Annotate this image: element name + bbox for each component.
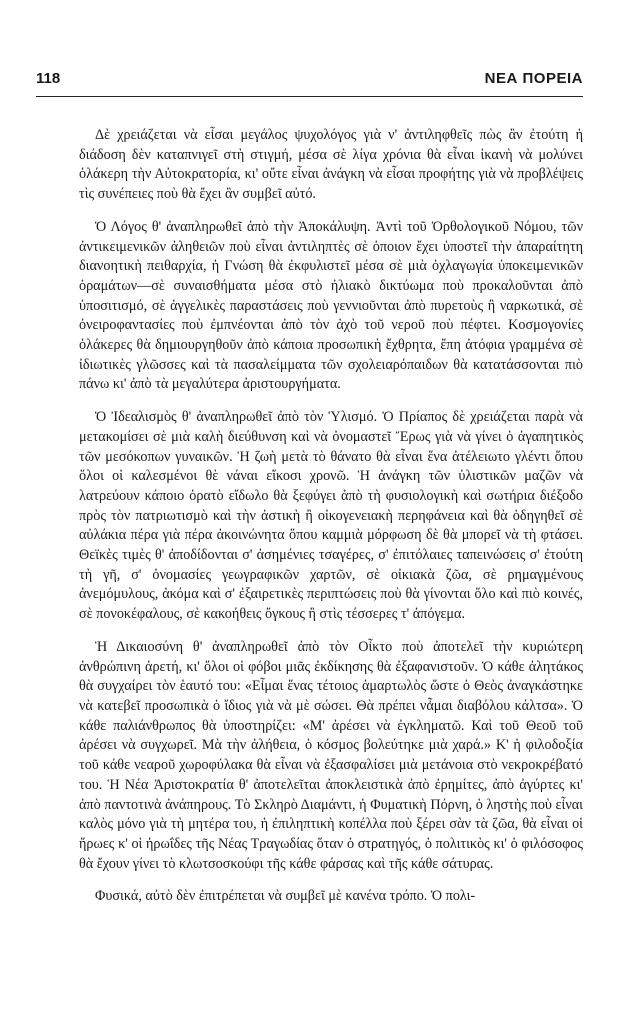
paragraph: Φυσικά, αὐτὸ δὲν ἐπιτρέπεται νὰ συμβεῖ μὲ κανένα τρόπο. Ὁ πολι-: [95, 888, 476, 905]
body-text: [79, 126, 583, 907]
paragraph: Ὁ Ἰδεαλισμὸς θ' ἀναπληρωθεῖ ἀπὸ τὸν Ὑλισμό. Ὁ Πρίαπος δὲ χρειάζεται παρὰ νὰ μετακομίσει σὲ μιὰ καλὴ διεύθυνση καὶ νὰ ὀνομαστεῖ Ἔρως γιὰ νὰ γίνει ὁ ἀγαπητικὸς τῶν μεσόκοπων γυναικῶν. Ἡ ζωὴ μετὰ τὸ θάνατο θὰ εἶναι ἕνα ἀτέλειωτο γλέντι ὅπου ὅλοι οἱ καλεσμένοι θὲ νάναι εἴκοσι χρονῶ. Ἡ ἀνάγκη τῶν ὑλιστικῶν μαζῶν νὰ λατρεύουν κάποιο ὁρατὸ εἴδωλο θὰ ξεφύγει ἀπὸ τὴ φυσιολογικὴ καὶ σωτήρια διέξοδο πρὸς τὸν πατριωτισμὸ καὶ τὴν ἀστικὴ ἢ οἰκογενειακὴ περηφάνεια καὶ θὰ ὁδηγηθεῖ σὲ αὐλάκια πέρα γιὰ πέρα ἀκοινώνητα ὅπου καμμιὰ μόρφωση δὲ θὰ μπορεῖ νὰ τὴ φτάσει. Θεϊκὲς τιμὲς θ' ἀποδίδονται σ' ἀσημένιες τσαγέρες, σ' ἐπιτόλαιες ταπεινώσεις σ' ἐτούτη τὴ γῆ, σ' ὀνομασίες γεωγραφικῶν χαρτῶν, σὲ οἰκιακὰ ζῶα, σὲ ρημαγμένους ἀνεμόμυλους, ἀκόμα καὶ σ' ἐξαιρετικὲς περιπτώσεις ποὺ θὰ γίνονται ὅλο καὶ πιὸ κοινές, σὲ πονοκέφαλους, σὲ κακοήθεις ὄγκους ἢ στὶς τέσσερες τ' ἀπόγεμα.: [79, 409, 583, 623]
paragraph: Δὲ χρειάζεται νὰ εἶσαι μεγάλος ψυχολόγος γιὰ ν' ἀντιληφθεῖς πὼς ἂν ἐτούτη ἡ διάδοση δὲν καταπνιγεῖ στὴ στιγμή, μέσα σὲ λίγα χρόνια θὰ εἶναι ἱκανὴ νὰ μολύνει ὁλάκερη τὴν Αὐτοκρατορία, κι' οὔτε εἶναι ἀνάγκη νὰ εἶσαι προφήτης γιὰ νὰ προβλέψεις τὶς συνέπειες ποὺ θὰ ἔχει ἂν συμβεῖ αὐτό.: [79, 127, 583, 203]
page-number: 118: [36, 70, 61, 87]
paragraph: Ὁ Λόγος θ' ἀναπληρωθεῖ ἀπὸ τὴν Ἀποκάλυψη. Ἀντὶ τοῦ Ὀρθολογικοῦ Νόμου, τῶν ἀντικειμενικῶν ἀληθειῶν ποὺ εἶναι ἀντιληπτὲς σὲ ὁποιον ἔχει ὑποστεῖ τὴν ἀπαραίτητη διανοητικὴ πειθαρχία, ἡ Γνώση θὰ ἐκφυλιστεῖ μέσα σὲ μιὰ ὀχλαγωγία ὑποκειμενικῶν ὁραμάτων—σὲ συναισθήματα μέσα στὸ ἠλιακὸ δικτύωμα ποὺ προκαλοῦνται ἀπὸ ὑποσιτισμό, σὲ ἀγγελικὲς παραστάσεις ποὺ γεννιοῦνται ἀπὸ πυρετοὺς ἢ ναρκωτικά, σὲ ὀνειροφαντασίες ποὺ ἐμπνέονται ἀπὸ τὸν ἀχὸ τοῦ νεροῦ ποὺ πέφτει. Κοσμογονίες ὁλάκερες θὰ δημιουργηθοῦν ἀπὸ κάποια προσωπικὴ ἔχθρητα, ἔπη ἀτόφια γραμμένα σὲ ἰδιωτικὲς γλῶσσες καὶ τὰ πασαλείμματα τῶν σχολειαρόπαιδων θὰ κατατάσσονται πιὸ πάνω κι' ἀπὸ τὰ μεγαλύτερα ἀριστουργήματα.: [79, 218, 583, 393]
paragraph: Ἡ Δικαιοσύνη θ' ἀναπληρωθεῖ ἀπὸ τὸν Οἶκτο ποὺ ἀποτελεῖ τὴν κυριώτερη ἀνθρώπινη ἀρετή, κι' ὅλοι οἱ φόβοι μιᾶς ἐκδίκησης θὰ ἐξαφανιστοῦν. Ὁ κάθε ἀλητάκος θὰ συγχαίρει τὸν ἑαυτό του: «Εἶμαι ἕνας τέτοιος ἁμαρτωλὸς ὥστε ὁ Θεὸς ἀναγκάστηκε νὰ κατεβεῖ προσωπικὰ ὁ ἴδιος γιὰ νὰ μὲ σώσει. Θὰ πρέπει νἆμαι διαβόλου κάλτσα». Ὁ κάθε παλιάνθρωπος θὰ ὑποστηρίζει: «Μ' ἀρέσει νὰ ἐγκληματῶ. Καὶ τοῦ Θεοῦ τοῦ ἀρέσει νὰ συγχωρεῖ. Μὰ τὴν ἀλήθεια, ὁ κόσμος βολεύτηκε μιὰ χαρά.» Κ' ἡ φιλοδοξία τοῦ κάθε νεαροῦ χωροφύλακα θὰ εἶναι νὰ ἐξασφαλίσει μιὰ μετάνοια στὸ νεκροκρέβατό του. Ἡ Νέα Ἀριστοκρατία θ' ἀποτελεῖται ἀποκλειστικὰ ἀπὸ ἐρημίτες, ἀπὸ ἀγύρτες κι' ἀπὸ παντοτινὰ ἀνάπηρους. Τὸ Σκληρὸ Διαμάντι, ἡ Φυματικὴ Πόρνη, ὁ ληστὴς ποὺ εἶναι καλὸς μόνο γιὰ τὴ μητέρα του, ἡ ἐπιληπτικὴ κοπέλλα ποὺ ξέρει σὰν τὰ ζῶα, θὰ εἶναι οἱ ἥρωες κ' οἱ ἡρωΐδες τῆς Νέας Τραγωδίας ὅταν ὁ στρατηγός, ὁ πολιτικὸς κι' ὁ φιλόσοφος θὰ ἔχουν γίνει τὸ κλωτσοσκούφι τῆς κάθε φάρσας καὶ τῆς κάθε σάτυρας.: [79, 638, 583, 872]
header-rule: [36, 96, 583, 97]
journal-title: ΝΕΑ ΠΟΡΕΙΑ: [484, 70, 583, 87]
running-head: [36, 70, 583, 94]
